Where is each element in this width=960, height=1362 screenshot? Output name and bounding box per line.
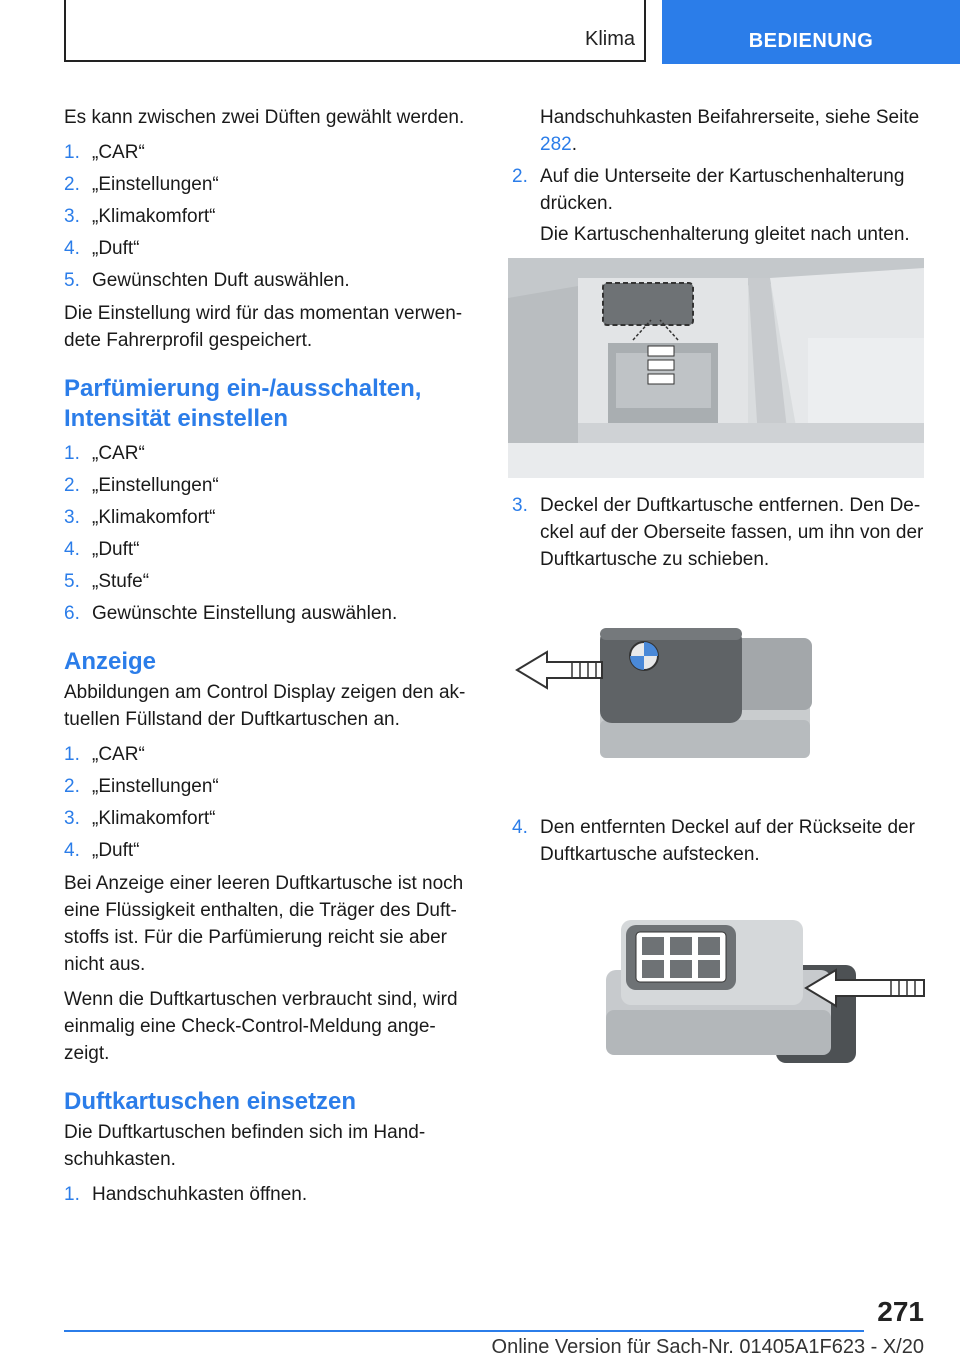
- list-item: 1. Handschuhkasten öffnen.: [64, 1184, 308, 1205]
- right-column-top: [512, 104, 926, 254]
- heading-parfuemierung: Parfümierung ein-/ausschalten, Intensität einstellen: [64, 375, 422, 432]
- list-item: 5. „Stufe“: [64, 571, 150, 592]
- list-item: 2. „Einstellungen“: [64, 475, 219, 496]
- list-item: 2. Auf die Unterseite der Kartuschenhalterung drücken. Die Kartuschenhalterung gleitet nach unten.: [512, 163, 926, 248]
- heading-anzeige: Anzeige: [64, 648, 157, 675]
- list-item: 5. Gewünschten Duft auswählen.: [64, 270, 350, 291]
- list-item: 3. „Klimakomfort“: [64, 808, 216, 829]
- steps-parfuemierung: [64, 440, 468, 627]
- steps-right-3: [512, 814, 926, 868]
- cartridge-back-figure: [596, 910, 932, 1070]
- list-item: 4. Den entfernten Deckel auf der Rückseite der Duftkartusche aufstecken.: [512, 817, 915, 865]
- cartridge-lid-figure: [512, 620, 832, 770]
- footer-divider: [64, 1330, 864, 1332]
- anzeige-text: Abbildungen am Control Display zeigen den ak-tuellen Füllstand der Duftkartuschen an.: [64, 682, 466, 730]
- list-item: 1. „CAR“: [64, 443, 145, 464]
- used-cartridge-note: Wenn die Duftkartuschen verbraucht sind, wird einmalig eine Check-Control-Meldung ange-zeigt.: [64, 989, 458, 1064]
- page-link[interactable]: 282: [540, 134, 572, 155]
- steps-right-1: [512, 163, 926, 248]
- right-column-bottom: [512, 814, 926, 874]
- list-item: 1. „CAR“: [64, 142, 145, 163]
- section-title: Klima: [584, 28, 635, 50]
- glovebox-figure: [508, 258, 924, 478]
- intro-text: Es kann zwischen zwei Düften gewählt werden.: [64, 107, 465, 128]
- steps-einsetzen: [64, 1181, 468, 1208]
- list-item: 2. „Einstellungen“: [64, 776, 219, 797]
- heading-einsetzen: Duftkartuschen einsetzen: [64, 1088, 357, 1115]
- einsetzen-text: Die Duftkartuschen befinden sich im Hand-schuhkasten.: [64, 1122, 426, 1170]
- list-item: 2. „Einstellungen“: [64, 174, 219, 195]
- empty-cartridge-note: Bei Anzeige einer leeren Duftkartusche ist noch eine Flüssigkeit enthalten, die Träger des Duft-stoffs ist. Für die Parfümierung reicht sie aber nicht aus.: [64, 873, 464, 975]
- list-item: 4. „Duft“: [64, 539, 140, 560]
- steps-right-2: [512, 492, 926, 573]
- list-item: 4. „Duft“: [64, 840, 140, 861]
- list-item: 6. Gewünschte Einstellung auswählen.: [64, 603, 398, 624]
- step-result: Die Kartuschenhalterung gleitet nach unten.: [540, 224, 910, 245]
- list-item: 4. „Duft“: [64, 238, 140, 259]
- list-item: 3. „Klimakomfort“: [64, 206, 216, 227]
- list-item: 1. „CAR“: [64, 744, 145, 765]
- steps-duft: [64, 139, 468, 294]
- page-number: 271: [877, 1296, 924, 1327]
- footer-version: Online Version für Sach-Nr. 01405A1F623 - X/20: [491, 1336, 924, 1358]
- profile-note: Die Einstellung wird für das momentan verwen-dete Fahrerprofil gespeichert.: [64, 303, 463, 351]
- list-item: 3. Deckel der Duftkartusche entfernen. Den De-ckel auf der Oberseite fassen, um ihn von der Duftkartusche zu schieben.: [512, 495, 924, 570]
- right-column-mid: [512, 492, 926, 579]
- chapter-tab[interactable]: BEDIENUNG: [662, 0, 960, 64]
- left-column: [64, 104, 468, 1214]
- list-item: 3. „Klimakomfort“: [64, 507, 216, 528]
- step-continuation: Handschuhkasten Beifahrerseite, siehe Seite 282.: [540, 107, 920, 155]
- steps-anzeige: [64, 741, 468, 864]
